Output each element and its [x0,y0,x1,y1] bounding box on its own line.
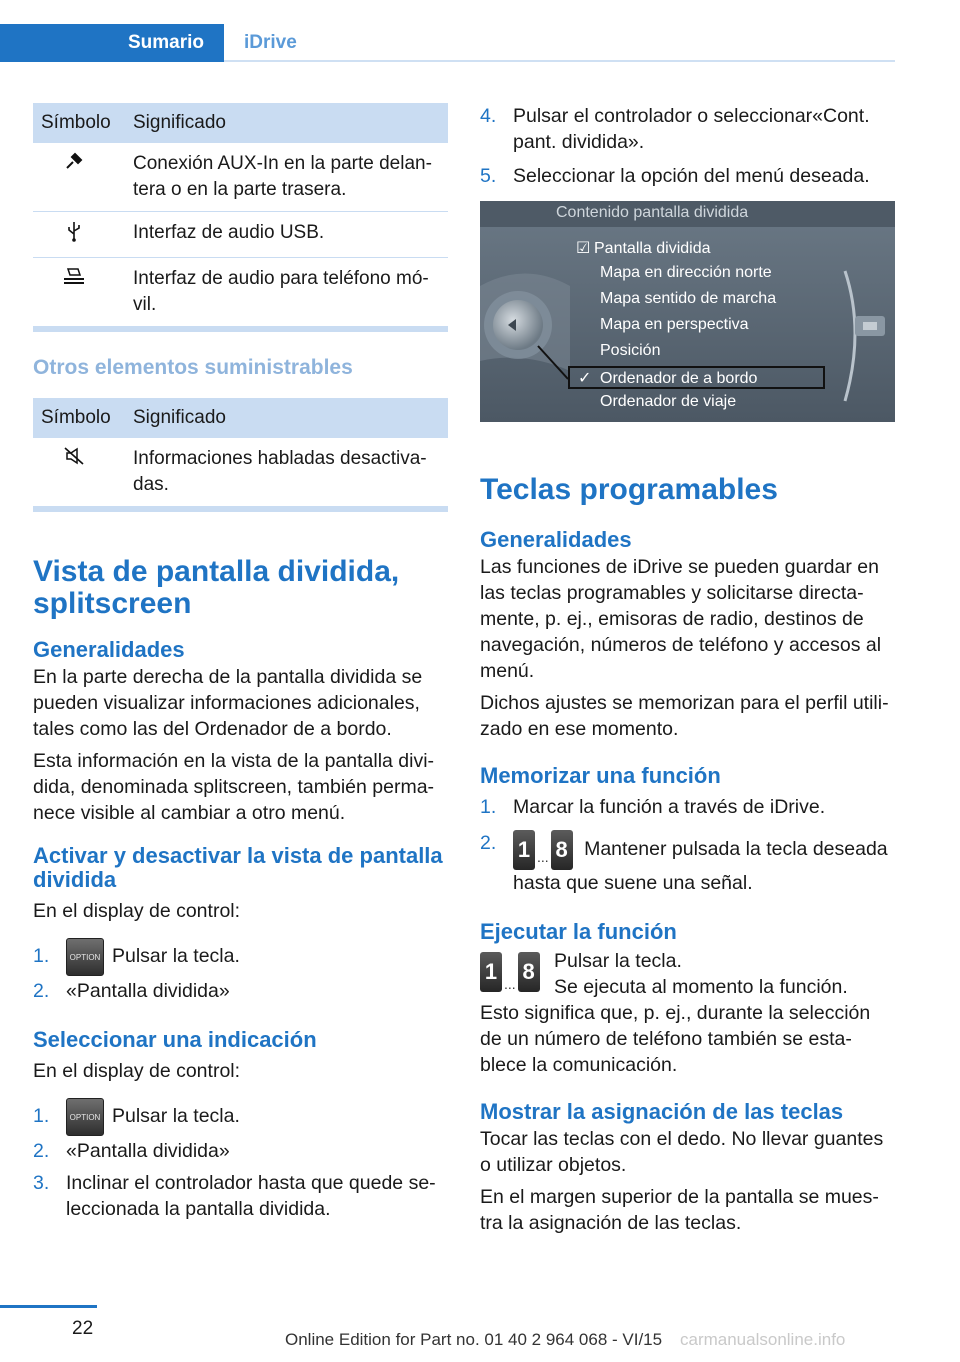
table-end-bar [33,327,448,332]
teclas-generalidades-title: Generalidades [480,527,632,552]
preset-keys-image [480,952,540,992]
seleccionar-title: Seleccionar una indicación [33,1027,317,1052]
speech-off-icon [33,438,125,507]
idrive-screen-image [480,201,895,422]
vista-paragraph-2: Esta información en la vista de la pantalla divi-dida, denominada splitscreen, también perma-nece visible al cambiar a otro menú. [33,750,435,824]
ejecutar-line-2: Se ejecuta al momento la función. [554,976,848,998]
step-number: 2. [33,1140,50,1162]
vista-paragraph-1: En la parte derecha de la pantalla dividida se pueden visualizar informaciones adicionales, tales como las del Ordenador de a bordo. [33,666,423,740]
menu-item-pantalla-dividida[interactable]: ☑ Pantalla dividida [576,240,711,257]
step-text: «Pantalla dividida» [66,1140,230,1162]
mostrar-paragraph-2: En el margen superior de la pantalla se mues-tra la asignación de las teclas. [480,1186,879,1234]
memorizar-steps [480,794,895,896]
table-header-row [33,103,448,143]
table-row [33,143,448,212]
step-number: 5. [480,165,497,187]
seleccionar-intro: En el display de control: [33,1060,241,1082]
activar-title: Activar y desactivar la vista de pantalla dividida [33,843,443,892]
tab-idrive[interactable]: iDrive [244,32,297,53]
ejecutar-title: Ejecutar la función [480,919,677,944]
section-otros-title: Otros elementos suministrables [33,356,353,379]
table-header-row [33,398,448,438]
symbol-table-connections [33,103,448,327]
teclas-paragraph-2: Dichos ajustes se memorizan para el perfil utili-zado en ese momento. [480,692,889,740]
key-range-dots: ... [537,849,549,865]
row-text: Interfaz de audio para teléfono mó-vil. [125,258,448,327]
check-icon: ✓ [578,370,592,387]
menu-item-mapa-norte[interactable]: Mapa en dirección norte [600,264,772,281]
column-header-meaning: Significado [125,103,448,143]
activar-intro: En el display de control: [33,900,241,922]
activar-steps [33,934,448,1004]
list-item [33,1094,448,1138]
preset-key-1-icon: 1 [513,830,535,870]
preset-key-8-icon: 8 [551,830,573,870]
phone-audio-icon [33,258,125,327]
ejecutar-paragraph: Esto significa que, p. ej., durante la selección de un número de teléfono también se esta-blece la comunicación. [480,1002,871,1076]
ejecutar-block [480,948,895,1000]
symbol-table-other [33,398,448,507]
vista-title: Vista de pantalla dividida, splitscreen [33,555,400,620]
step-number: 3. [33,1172,50,1194]
step-number: 1. [33,945,50,967]
split-steps [480,103,895,189]
step-text: «Pantalla dividida» [66,980,230,1002]
footer-divider [0,1305,97,1308]
table-row [33,438,448,507]
tab-sumario[interactable]: Sumario [0,24,224,62]
menu-item-mapa-perspectiva[interactable]: Mapa en perspectiva [600,316,749,333]
step-number: 4. [480,105,497,127]
ejecutar-line-1: Pulsar la tecla. [554,950,682,972]
list-item [33,978,448,1004]
watermark: carmanualsonline.info [680,1330,846,1349]
step-text: Pulsar la tecla. [112,1105,240,1127]
step-number: 1. [33,1105,50,1127]
list-item [33,1138,448,1164]
teclas-title: Teclas programables [480,473,778,506]
list-item [33,1170,448,1222]
menu-item-mapa-sentido[interactable]: Mapa sentido de marcha [600,290,777,307]
list-item [480,830,895,896]
step-number: 1. [480,796,497,818]
column-header-meaning: Significado [125,398,448,438]
vista-generalidades-title: Generalidades [33,637,185,662]
table-row [33,258,448,327]
column-header-symbol: Símbolo [33,398,125,438]
menu-item-ordenador-viaje[interactable]: Ordenador de viaje [600,393,737,410]
checkbox-icon: ☑ [576,240,591,257]
list-item [480,794,895,820]
row-text: Conexión AUX-In en la parte delan-tera o en la parte trasera. [125,143,448,212]
table-end-bar [33,507,448,512]
list-item [480,163,895,189]
menu-item-posicion[interactable]: Posición [600,342,661,359]
table-row [33,212,448,258]
row-text: Interfaz de audio USB. [125,212,448,258]
mostrar-title: Mostrar la asignación de las teclas [480,1099,844,1124]
preset-key-8-icon: 8 [518,952,540,992]
key-range-dots: ... [504,976,516,992]
seleccionar-steps [33,1094,448,1222]
step-text: Pulsar la tecla. [112,945,240,967]
step-number: 2. [480,832,497,854]
list-item [33,934,448,978]
teclas-paragraph-1: Las funciones de iDrive se pueden guardar en las teclas programables y solicitarse directa-mente, p. ej., emisoras de radio, destinos de navegación, números de teléfono y accesos al menú. [480,556,882,682]
option-key-icon: OPTION [66,1098,104,1136]
option-key-icon: OPTION [66,938,104,976]
list-item [480,103,895,155]
memorizar-title: Memorizar una función [480,763,721,788]
step-text: Inclinar el controlador hasta que quede se-leccionada la pantalla dividida. [66,1172,436,1220]
step-text: Mantener pulsada la tecla deseada hasta que suene una señal. [513,838,888,894]
left-column [33,103,448,1222]
page-number: 22 [72,1318,94,1339]
mostrar-paragraph-1: Tocar las teclas con el dedo. No llevar guantes o utilizar objetos. [480,1128,884,1176]
preset-key-1-icon: 1 [480,952,502,992]
step-text: Marcar la función a través de iDrive. [513,796,826,818]
step-text: Seleccionar la opción del menú deseada. [513,165,870,187]
column-header-symbol: Símbolo [33,103,125,143]
row-text: Informaciones habladas desactiva-das. [125,438,448,507]
menu-item-ordenador-bordo[interactable]: ✓ Ordenador de a bordo [578,370,758,387]
step-number: 2. [33,980,50,1002]
edition-text: Online Edition for Part no. 01 40 2 964 068 - VI/15 [285,1330,663,1349]
right-column-steps [480,103,895,189]
step-text: Pulsar el controlador o seleccionar«Cont. pant. dividida». [513,105,870,153]
header-bar [0,24,895,62]
usb-icon [33,212,125,258]
aux-plug-icon [33,143,125,212]
screen-title: Contenido pantalla dividida [556,204,749,221]
right-column-content [480,474,895,1236]
